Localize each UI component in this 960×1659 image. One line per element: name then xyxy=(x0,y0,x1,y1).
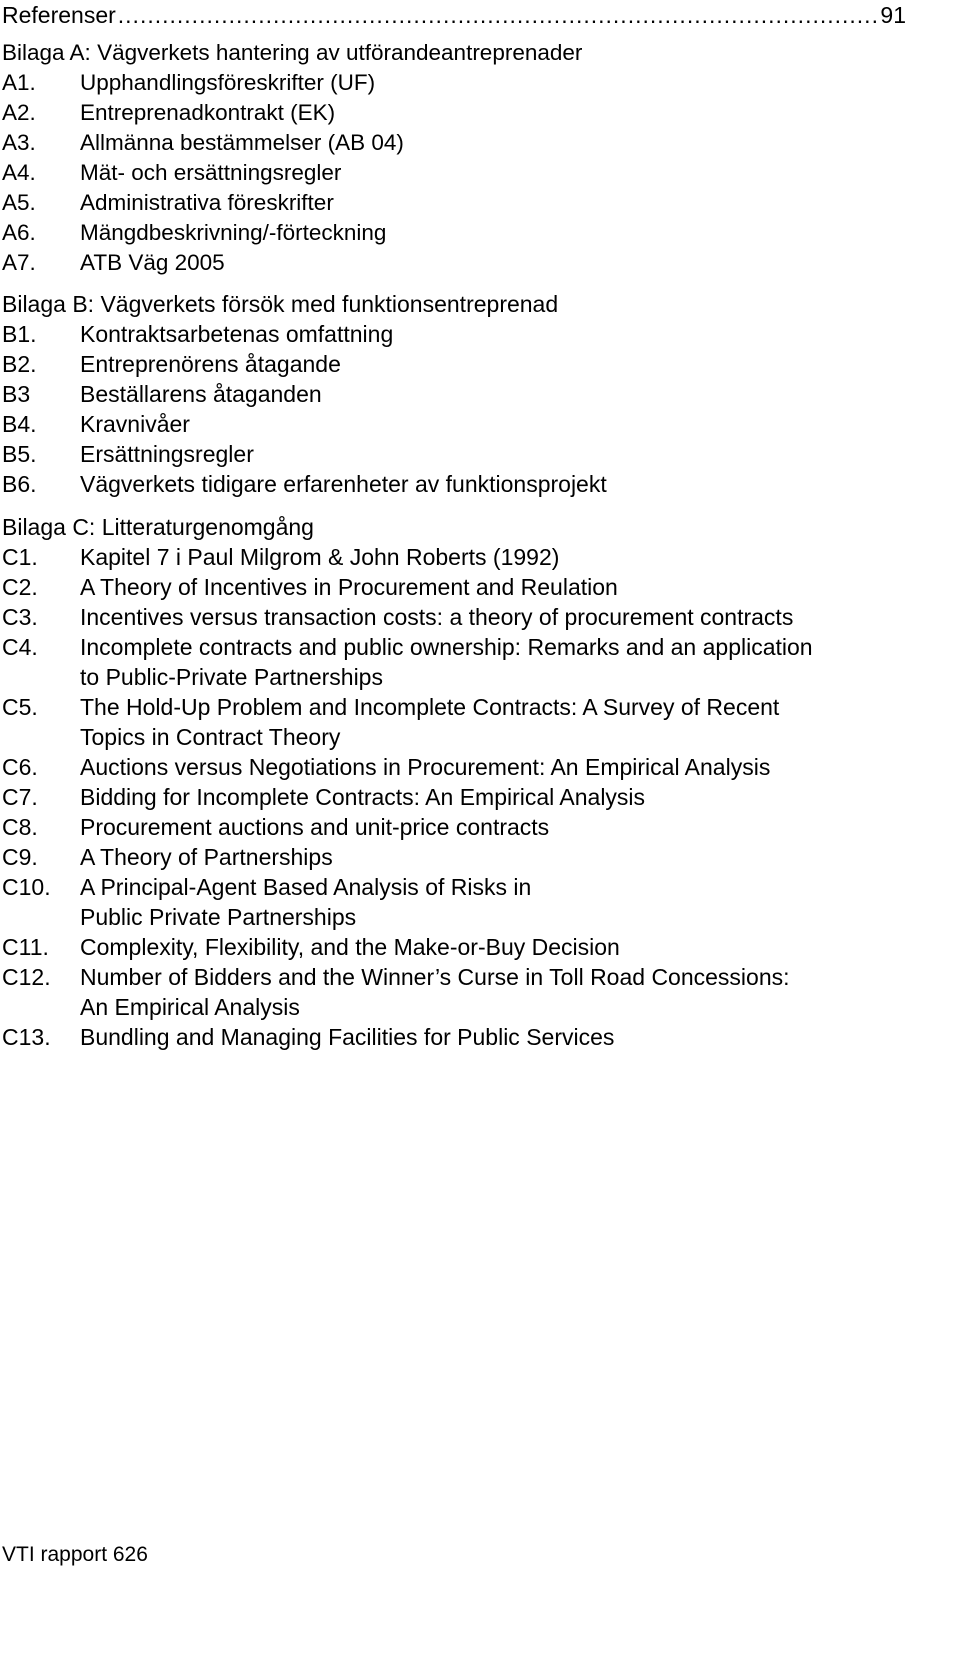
list-item xyxy=(2,812,922,842)
appendix-a-section xyxy=(2,38,922,278)
item-title xyxy=(80,842,922,872)
item-number: A4. xyxy=(2,160,36,185)
item-number: A6. xyxy=(2,220,36,245)
item-number: A7. xyxy=(2,250,36,275)
item-title-line: Upphandlingsföreskrifter (UF) xyxy=(80,70,376,95)
item-number: C10. xyxy=(2,874,51,900)
item-title-line: Ersättningsregler xyxy=(80,441,254,467)
page-footer: VTI rapport 626 xyxy=(2,1543,148,1566)
list-item xyxy=(2,128,922,158)
item-title xyxy=(80,349,922,379)
list-item xyxy=(2,439,922,469)
item-title xyxy=(80,248,922,278)
item-title-line: Incomplete contracts and public ownership: Remarks and an application xyxy=(80,634,813,660)
item-number: C11. xyxy=(2,934,49,960)
appendix-c-section xyxy=(2,512,922,1052)
item-number: B3 xyxy=(2,381,31,407)
list-item xyxy=(2,98,922,128)
item-title-line: Entreprenörens åtagande xyxy=(80,351,341,377)
list-item xyxy=(2,752,922,782)
list-item xyxy=(2,158,922,188)
item-title xyxy=(80,692,922,752)
item-title xyxy=(80,782,922,812)
item-title-line: Auctions versus Negotiations in Procurement: An Empirical Analysis xyxy=(80,754,771,780)
item-number: C8. xyxy=(2,814,38,840)
item-title-line: Vägverkets tidigare erfarenheter av funktionsprojekt xyxy=(80,471,607,497)
list-item xyxy=(2,379,922,409)
item-title xyxy=(80,872,922,932)
item-title-line: An Empirical Analysis xyxy=(80,994,300,1020)
item-title-line: ATB Väg 2005 xyxy=(80,250,225,275)
item-title-line: Kravnivåer xyxy=(80,411,190,437)
appendix-b-list xyxy=(2,319,922,499)
appendix-a-heading: Bilaga A: Vägverkets hantering av utförandeantreprenader xyxy=(2,40,583,65)
item-title xyxy=(80,962,922,1022)
appendix-b-section xyxy=(2,289,922,499)
list-item xyxy=(2,68,922,98)
list-item xyxy=(2,692,922,752)
item-title-line: Allmänna bestämmelser (AB 04) xyxy=(80,130,404,155)
item-title-line: Kontraktsarbetenas omfattning xyxy=(80,321,394,347)
item-number: C13. xyxy=(2,1024,51,1050)
item-title xyxy=(80,812,922,842)
item-number: A3. xyxy=(2,130,36,155)
list-item xyxy=(2,542,922,572)
item-title-line: Incentives versus transaction costs: a theory of procurement contracts xyxy=(80,604,794,630)
item-number: C9. xyxy=(2,844,38,870)
item-number: B5. xyxy=(2,441,37,467)
item-title xyxy=(80,379,922,409)
item-title-line: Entreprenadkontrakt (EK) xyxy=(80,100,336,125)
list-item xyxy=(2,572,922,602)
item-number: A2. xyxy=(2,100,36,125)
list-item xyxy=(2,1022,922,1052)
list-item xyxy=(2,319,922,349)
item-title xyxy=(80,188,922,218)
appendix-c-list xyxy=(2,542,922,1052)
item-title-line: to Public-Private Partnerships xyxy=(80,664,383,690)
list-item xyxy=(2,842,922,872)
list-item xyxy=(2,248,922,278)
appendix-b-heading: Bilaga B: Vägverkets försök med funktionsentreprenad xyxy=(2,291,559,317)
item-title xyxy=(80,409,922,439)
item-number: C1. xyxy=(2,544,38,570)
list-item xyxy=(2,188,922,218)
item-title-line: Bidding for Incomplete Contracts: An Empirical Analysis xyxy=(80,784,646,810)
list-item xyxy=(2,349,922,379)
item-number: C5. xyxy=(2,694,38,720)
item-title xyxy=(80,439,922,469)
list-item xyxy=(2,409,922,439)
list-item xyxy=(2,218,922,248)
toc-entry-referenser xyxy=(2,0,906,30)
item-title-line: Procurement auctions and unit-price contracts xyxy=(80,814,550,840)
item-number: B4. xyxy=(2,411,37,437)
item-title xyxy=(80,68,922,98)
item-title-line: A Theory of Incentives in Procurement and Reulation xyxy=(80,574,618,600)
item-title xyxy=(80,632,922,692)
item-number: C2. xyxy=(2,574,38,600)
item-title-line: Mät- och ersättningsregler xyxy=(80,160,342,185)
list-item xyxy=(2,932,922,962)
item-number: C12. xyxy=(2,964,51,990)
item-title-line: Administrativa föreskrifter xyxy=(80,190,334,215)
item-title-line: Number of Bidders and the Winner’s Curse in Toll Road Concessions: xyxy=(80,964,790,990)
list-item xyxy=(2,782,922,812)
item-title-line: Public Private Partnerships xyxy=(80,904,357,930)
list-item xyxy=(2,602,922,632)
item-title-line: Complexity, Flexibility, and the Make-or-Buy Decision xyxy=(80,934,620,960)
item-number: A5. xyxy=(2,190,36,215)
toc-leader-dots xyxy=(118,0,879,30)
item-title xyxy=(80,98,922,128)
item-title xyxy=(80,932,922,962)
item-title xyxy=(80,542,922,572)
appendix-c-heading: Bilaga C: Litteraturgenomgång xyxy=(2,514,314,540)
item-title-line: A Theory of Partnerships xyxy=(80,844,333,870)
item-number: B1. xyxy=(2,321,37,347)
item-title-line: Mängdbeskrivning/-förteckning xyxy=(80,220,387,245)
list-item xyxy=(2,632,922,692)
item-title xyxy=(80,128,922,158)
list-item xyxy=(2,469,922,499)
item-number: B2. xyxy=(2,351,37,377)
item-number: C4. xyxy=(2,634,38,660)
appendix-a-list xyxy=(2,68,922,278)
item-number: C6. xyxy=(2,754,38,780)
item-title xyxy=(80,1022,922,1052)
item-number: A1. xyxy=(2,70,36,95)
item-title-line: Topics in Contract Theory xyxy=(80,724,341,750)
item-title xyxy=(80,602,922,632)
item-number: C7. xyxy=(2,784,38,810)
item-title-line: A Principal-Agent Based Analysis of Risks in xyxy=(80,874,532,900)
item-title xyxy=(80,319,922,349)
toc-entry-page: 91 xyxy=(880,2,906,28)
toc-entry-label: Referenser xyxy=(2,2,116,28)
item-title xyxy=(80,752,922,782)
list-item xyxy=(2,872,922,932)
item-title-line: Kapitel 7 i Paul Milgrom & John Roberts (1992) xyxy=(80,544,560,570)
item-number: B6. xyxy=(2,471,37,497)
item-number: C3. xyxy=(2,604,38,630)
list-item xyxy=(2,962,922,1022)
item-title xyxy=(80,469,922,499)
item-title xyxy=(80,158,922,188)
item-title-line: Bundling and Managing Facilities for Public Services xyxy=(80,1024,615,1050)
item-title-line: The Hold-Up Problem and Incomplete Contracts: A Survey of Recent xyxy=(80,694,780,720)
item-title xyxy=(80,572,922,602)
item-title xyxy=(80,218,922,248)
item-title-line: Beställarens åtaganden xyxy=(80,381,322,407)
